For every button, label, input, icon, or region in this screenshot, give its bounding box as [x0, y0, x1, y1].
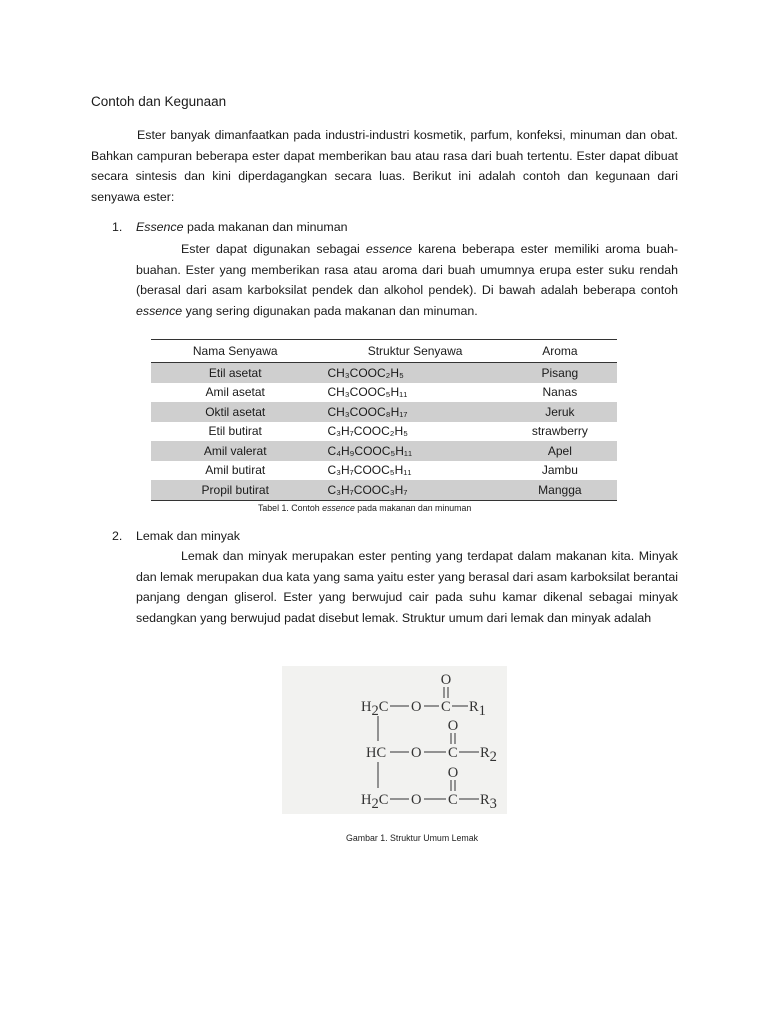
list-number: 1. [112, 220, 123, 234]
cell-name: Amil asetat [205, 385, 265, 400]
cell-formula: C₃H₇COOC₅H₁₁ [327, 463, 412, 478]
carbon-2: C [448, 745, 458, 761]
r-group-3: R3 [480, 792, 497, 812]
cell-name: Propil butirat [151, 480, 319, 500]
intro-paragraph [91, 125, 678, 207]
header-name: Nama Senyawa [151, 340, 319, 363]
item-title: pada makanan dan minuman [183, 220, 348, 234]
caption-emphasis: essence [322, 503, 355, 513]
caption-text-a: Tabel 1. Contoh [258, 503, 323, 513]
section-heading: Contoh dan Kegunaan [91, 94, 227, 109]
essence-text-b: karena beberapa ester memiliki aroma buah-buahan. Ester yang memberikan rasa atau aroma dari buah umumnya erupa ester suku rendah (berasal dari asam karboksilat pendek dan alkohol pendek). Di bawah adalah beberapa contoh [136, 242, 678, 297]
carbon-1: C [441, 699, 451, 715]
list-number: 2. [112, 529, 123, 543]
cell-formula: CH₃COOC₅H₁₁ [327, 385, 408, 400]
essence-text-a: Ester dapat digunakan sebagai [181, 242, 366, 256]
table-row [151, 363, 617, 383]
essence-text-c: yang sering digunakan pada makanan dan minuman. [182, 303, 478, 318]
lemak-paragraph [136, 546, 678, 628]
table-caption [258, 503, 471, 513]
header-structure: Struktur Senyawa [319, 340, 502, 363]
cell-aroma: Jeruk [503, 402, 617, 422]
caption-text-b: pada makanan dan minuman [354, 503, 472, 513]
cell-name: Amil butirat [205, 463, 266, 478]
cell-aroma: strawberry [531, 424, 588, 439]
table-row [151, 461, 617, 481]
table-row [151, 441, 617, 461]
oxygen-ester-3: O [411, 792, 422, 808]
cell-aroma: Nanas [542, 385, 578, 400]
item-title-emphasis: Essence [136, 220, 184, 234]
hc-label-2: HC [366, 745, 387, 761]
oxygen-label: O [447, 718, 459, 734]
oxygen-label: O [440, 672, 452, 688]
cell-formula: CH₃COOC₈H₁₇ [319, 402, 502, 422]
item-title: Lemak dan minyak [136, 529, 240, 543]
list-item-essence [112, 220, 347, 234]
intro-text: Ester banyak dimanfaatkan pada industri-industri kosmetik, parfum, konfeksi, minuman dan obat. Bahkan campuran beberapa ester dapat memberikan bau atau rasa dari buah tertentu. Ester dapat dibuat secara sintesis dan kini diperdagangkan secara luas. Berikut ini adalah contoh dan kegunaan dari senyawa ester: [91, 128, 678, 204]
cell-formula: C₃H₇COOC₃H₇ [319, 480, 502, 500]
essence-paragraph [136, 239, 678, 321]
table-row [151, 480, 617, 500]
cell-formula: CH₃COOC₂H₅ [319, 363, 502, 383]
table-row [151, 422, 617, 442]
cell-aroma: Apel [503, 441, 617, 461]
oxygen-label: O [447, 765, 459, 781]
figure-caption: Gambar 1. Struktur Umum Lemak [346, 833, 478, 843]
r-group-1: R1 [469, 699, 486, 719]
r-group-2: R2 [480, 745, 497, 765]
essence-emphasis-2: essence [136, 303, 183, 318]
table-row [151, 383, 617, 403]
table-header-row [151, 340, 617, 363]
essence-emphasis-1: essence [365, 242, 413, 256]
cell-name: Etil butirat [208, 424, 262, 439]
cell-aroma: Jambu [541, 463, 578, 478]
cell-formula: C₄H₉COOC₅H₁₁ [319, 441, 502, 461]
list-item-lemak [112, 529, 240, 543]
cell-name: Oktil asetat [151, 402, 319, 422]
lemak-text: Lemak dan minyak merupakan ester penting yang terdapat dalam makanan kita. Minyak dan lemak merupakan dua kata yang sama yaitu ester yang berasal dari asam karboksilat berantai panjang dengan gliserol. Ester yang berwujud cair pada suhu kamar dikenal sebagai minyak sedangkan yang berwujud padat disebut lemak. Struktur umum dari lemak dan minyak adalah [136, 549, 678, 625]
fat-structure-figure [282, 666, 507, 814]
h2c-label-1: H2C [361, 699, 389, 719]
cell-name: Etil asetat [151, 363, 319, 383]
oxygen-ester-1: O [411, 699, 422, 715]
cell-aroma: Pisang [503, 363, 617, 383]
carbon-3: C [448, 792, 458, 808]
essence-table [151, 339, 617, 501]
cell-name: Amil valerat [151, 441, 319, 461]
header-aroma: Aroma [503, 340, 617, 363]
oxygen-ester-2: O [411, 745, 422, 761]
cell-aroma: Mangga [503, 480, 617, 500]
triglyceride-diagram [282, 666, 507, 814]
table-row [151, 402, 617, 422]
cell-formula: C₃H₇COOC₂H₅ [327, 424, 408, 439]
h2c-label-3: H2C [361, 792, 389, 812]
